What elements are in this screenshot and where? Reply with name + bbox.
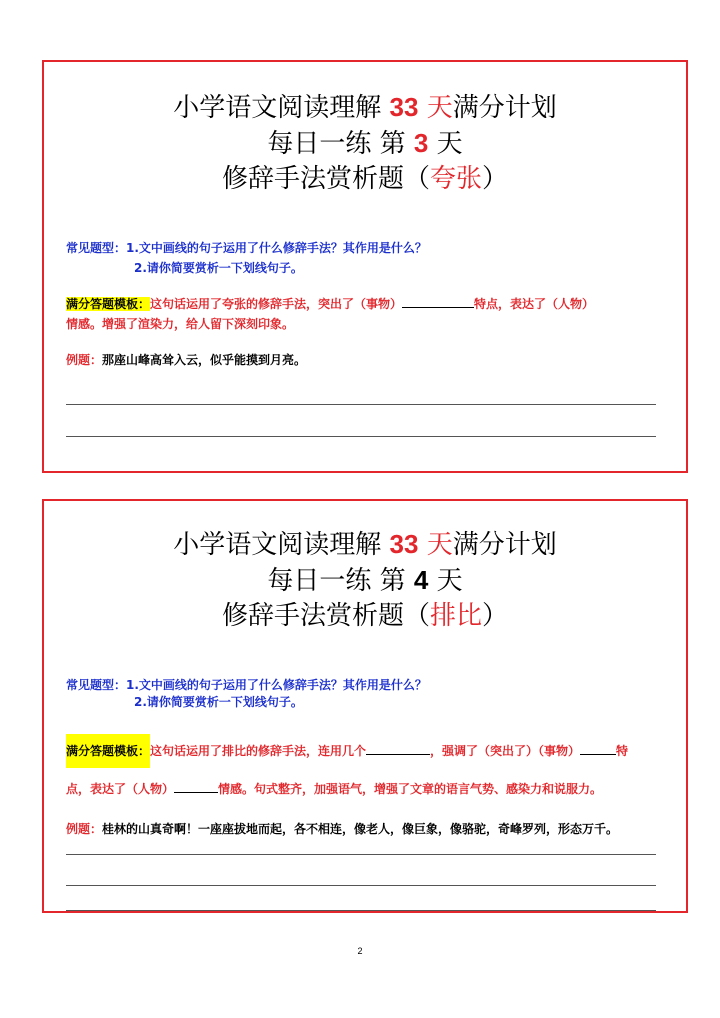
card-title-line1: [44, 92, 686, 123]
answer-template-text: 这句话运用了排比的修辞手法，连用几个: [150, 744, 367, 758]
title-text: 每日一练 第: [267, 129, 414, 159]
example-label: 例题：: [66, 353, 103, 367]
question-type-text: 2.请你简要赏析一下划线句子。: [134, 261, 303, 275]
title-text: 小学语文阅读理解: [173, 93, 390, 123]
title-text: 满分计划: [452, 93, 557, 123]
answer-blank[interactable]: [366, 743, 430, 755]
example-line: [66, 821, 618, 837]
card-title-line2: [44, 565, 686, 596]
answer-template-text: 情感。句式整齐，加强语气，增强了文章的语言气势、感染力和说服力。: [218, 782, 603, 796]
answer-blank[interactable]: [580, 743, 616, 755]
question-type-label: 常见题型：: [66, 241, 127, 255]
answer-template-text: 特: [616, 744, 629, 758]
day-number: 3: [413, 128, 429, 158]
title-text: ）: [482, 164, 509, 194]
card-title-line3: [44, 164, 686, 194]
answer-line[interactable]: [66, 404, 656, 405]
answer-template-line1: [66, 296, 594, 312]
card-title-line1: [44, 529, 686, 560]
rhetoric-type: 排比: [429, 601, 482, 631]
question-type-1: [66, 240, 427, 256]
title-days-number: 33: [389, 529, 419, 559]
answer-template-text: ，强调了（突出了）（事物）: [430, 744, 581, 758]
title-text: 修辞手法赏析题（: [221, 164, 430, 194]
card-title-line3: [44, 601, 686, 631]
example-label: 例题：: [66, 822, 103, 836]
answer-blank[interactable]: [174, 781, 218, 793]
answer-template-line2: [66, 316, 294, 332]
title-days-unit: 天: [418, 93, 453, 123]
answer-template-text: 这句话运用了夸张的修辞手法，突出了（事物）: [150, 297, 403, 311]
question-type-text: 2.请你简要赏析一下划线句子。: [134, 695, 303, 709]
question-type-text: 1.文中画线的句子运用了什么修辞手法？其作用是什么？: [126, 678, 427, 692]
title-text: 每日一练 第: [267, 566, 414, 596]
lesson-card-day4: [42, 499, 688, 913]
answer-template-text: 情感。增强了渲染力，给人留下深刻印象。: [66, 317, 295, 331]
card-title-line2: [44, 128, 686, 159]
title-text: 修辞手法赏析题（: [221, 601, 430, 631]
title-text: 天: [428, 129, 463, 159]
answer-template-line2: [66, 781, 602, 797]
day-number: 4: [413, 565, 429, 595]
example-text: 那座山峰高耸入云，似乎能摸到月亮。: [102, 353, 307, 367]
answer-line[interactable]: [66, 885, 656, 886]
rhetoric-type: 夸张: [429, 164, 482, 194]
lesson-card-day3: [42, 60, 688, 473]
page-number: 2: [357, 946, 363, 956]
question-type-1: [66, 677, 427, 693]
title-text: 满分计划: [452, 530, 557, 560]
title-text: 天: [428, 566, 463, 596]
answer-template-label: 满分答题模板：: [66, 734, 150, 768]
answer-template-text: 特点，表达了（人物）: [474, 297, 595, 311]
answer-blank[interactable]: [402, 296, 474, 308]
title-text: ）: [482, 601, 509, 631]
title-days-unit: 天: [418, 530, 453, 560]
answer-line[interactable]: [66, 854, 656, 855]
question-type-label: 常见题型：: [66, 678, 127, 692]
answer-template-line1: [66, 743, 628, 759]
title-text: 小学语文阅读理解: [173, 530, 390, 560]
question-type-2: [134, 260, 303, 276]
question-type-2: [134, 694, 303, 710]
answer-line[interactable]: [66, 910, 656, 911]
answer-template-label: 满分答题模板：: [66, 297, 151, 311]
answer-template-text: 点，表达了（人物）: [66, 782, 175, 796]
example-line: [66, 352, 306, 368]
answer-line[interactable]: [66, 436, 656, 437]
question-type-text: 1.文中画线的句子运用了什么修辞手法？其作用是什么？: [126, 241, 427, 255]
title-days-number: 33: [389, 92, 419, 122]
example-text: 桂林的山真奇啊！一座座拔地而起，各不相连，像老人，像巨象，像骆驼，奇峰罗列，形态万千。: [102, 822, 619, 836]
